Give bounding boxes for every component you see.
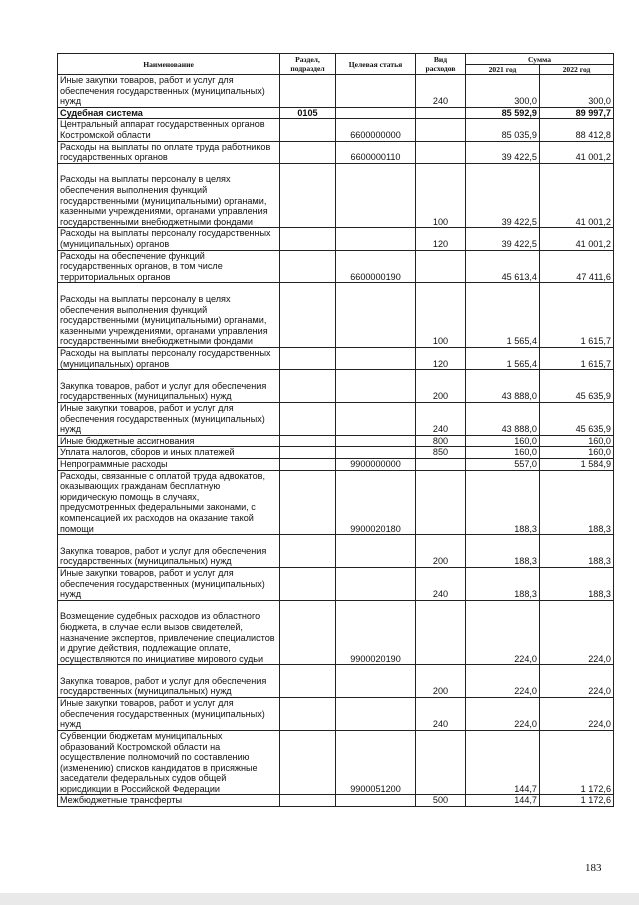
row-kind: 240 <box>416 698 466 731</box>
row-name: Расходы на выплаты персоналу в целях обеспечения выполнения функций государственными (муниципальными) органами, казенными учреждениями, органами управления государственными внебюджетными фондами <box>58 163 280 228</box>
row-name: Закупка товаров, работ и услуг для обеспечения государственных (муниципальных) нужд <box>58 535 280 568</box>
row-target: 9900051200 <box>336 730 416 795</box>
row-kind: 200 <box>416 665 466 698</box>
row-section <box>280 250 336 283</box>
row-target <box>336 75 416 108</box>
row-target <box>336 228 416 250</box>
row-kind: 100 <box>416 283 466 348</box>
row-name: Центральный аппарат государственных органов Костромской области <box>58 119 280 141</box>
row-value-2021: 45 613,4 <box>466 250 540 283</box>
row-section <box>280 600 336 665</box>
row-kind <box>416 458 466 470</box>
row-value-2021: 224,0 <box>466 698 540 731</box>
table-row <box>58 163 614 228</box>
row-value-2021: 39 422,5 <box>466 228 540 250</box>
table-row <box>58 75 614 108</box>
row-kind <box>416 470 466 535</box>
row-section <box>280 75 336 108</box>
row-kind: 800 <box>416 435 466 447</box>
budget-table <box>57 53 614 807</box>
row-section <box>280 228 336 250</box>
row-value-2021: 224,0 <box>466 665 540 698</box>
header-target: Целевая статья <box>336 54 416 75</box>
table-row <box>58 119 614 141</box>
table-row <box>58 730 614 795</box>
row-section <box>280 795 336 807</box>
table-row <box>58 567 614 600</box>
page-number: 183 <box>585 862 602 874</box>
row-kind <box>416 730 466 795</box>
row-target: 9900020190 <box>336 600 416 665</box>
row-value-2022: 224,0 <box>540 665 614 698</box>
row-target <box>336 567 416 600</box>
row-target <box>336 370 416 403</box>
row-value-2022: 224,0 <box>540 600 614 665</box>
row-target: 9900000000 <box>336 458 416 470</box>
row-target: 6600000000 <box>336 119 416 141</box>
row-value-2021: 43 888,0 <box>466 370 540 403</box>
row-value-2022: 188,3 <box>540 567 614 600</box>
row-target <box>336 665 416 698</box>
row-kind <box>416 600 466 665</box>
row-kind: 240 <box>416 402 466 435</box>
row-value-2022: 160,0 <box>540 447 614 459</box>
header-sum: Сумма <box>466 54 614 65</box>
header-section: Раздел, подраздел <box>280 54 336 75</box>
row-target <box>336 107 416 119</box>
row-value-2022: 41 001,2 <box>540 228 614 250</box>
row-value-2021: 144,7 <box>466 730 540 795</box>
table-row <box>58 535 614 568</box>
table-row <box>58 250 614 283</box>
row-section <box>280 402 336 435</box>
row-value-2021: 1 565,4 <box>466 347 540 369</box>
row-name: Иные закупки товаров, работ и услуг для обеспечения государственных (муниципальных) нужд <box>58 698 280 731</box>
table-row <box>58 600 614 665</box>
row-value-2022: 1 172,6 <box>540 795 614 807</box>
row-kind <box>416 250 466 283</box>
table-row <box>58 283 614 348</box>
row-section <box>280 141 336 163</box>
row-section <box>280 730 336 795</box>
table-row <box>58 447 614 459</box>
row-value-2021: 224,0 <box>466 600 540 665</box>
row-value-2021: 144,7 <box>466 795 540 807</box>
row-target <box>336 402 416 435</box>
table-row <box>58 347 614 369</box>
row-value-2021: 300,0 <box>466 75 540 108</box>
table-row <box>58 458 614 470</box>
row-section <box>280 347 336 369</box>
table-row <box>58 795 614 807</box>
row-target <box>336 795 416 807</box>
row-name: Закупка товаров, работ и услуг для обеспечения государственных (муниципальных) нужд <box>58 370 280 403</box>
row-section <box>280 567 336 600</box>
scan-edge <box>0 893 639 905</box>
row-value-2022: 45 635,9 <box>540 370 614 403</box>
row-name: Расходы, связанные с оплатой труда адвокатов, оказывающих гражданам бесплатную юридическую помощь в случаях, предусмотренных федеральными законами, с компенсацией их расходов на оказание такой помощи <box>58 470 280 535</box>
row-name: Иные бюджетные ассигнования <box>58 435 280 447</box>
row-name: Уплата налогов, сборов и иных платежей <box>58 447 280 459</box>
header-year-2021: 2021 год <box>466 65 540 75</box>
table-body <box>58 75 614 807</box>
row-value-2022: 224,0 <box>540 698 614 731</box>
row-value-2021: 557,0 <box>466 458 540 470</box>
row-value-2022: 89 997,7 <box>540 107 614 119</box>
row-name: Межбюджетные трансферты <box>58 795 280 807</box>
row-value-2022: 188,3 <box>540 535 614 568</box>
row-name: Расходы на выплаты по оплате труда работников государственных органов <box>58 141 280 163</box>
row-target <box>336 535 416 568</box>
row-name: Расходы на обеспечение функций государственных органов, в том числе территориальных органов <box>58 250 280 283</box>
row-value-2021: 188,3 <box>466 535 540 568</box>
row-value-2022: 1 584,9 <box>540 458 614 470</box>
row-section <box>280 435 336 447</box>
row-name: Расходы на выплаты персоналу государственных (муниципальных) органов <box>58 228 280 250</box>
row-kind: 120 <box>416 228 466 250</box>
row-name: Иные закупки товаров, работ и услуг для обеспечения государственных (муниципальных) нужд <box>58 402 280 435</box>
table-row <box>58 435 614 447</box>
row-target <box>336 447 416 459</box>
row-section <box>280 665 336 698</box>
row-name: Иные закупки товаров, работ и услуг для обеспечения государственных (муниципальных) нужд <box>58 75 280 108</box>
row-section <box>280 119 336 141</box>
row-value-2022: 41 001,2 <box>540 163 614 228</box>
row-name: Субвенции бюджетам муниципальных образований Костромской области на осуществление полномочий по составлению (изменению) списков кандидатов в присяжные заседатели федеральных судов общей юрисдикции в Российской Федерации <box>58 730 280 795</box>
row-value-2021: 39 422,5 <box>466 163 540 228</box>
row-kind: 850 <box>416 447 466 459</box>
row-value-2021: 160,0 <box>466 447 540 459</box>
row-value-2022: 188,3 <box>540 470 614 535</box>
row-target <box>336 435 416 447</box>
row-name: Иные закупки товаров, работ и услуг для обеспечения государственных (муниципальных) нужд <box>58 567 280 600</box>
table-row <box>58 141 614 163</box>
row-value-2021: 43 888,0 <box>466 402 540 435</box>
row-section <box>280 370 336 403</box>
row-value-2022: 300,0 <box>540 75 614 108</box>
header-kind: Вид расходов <box>416 54 466 75</box>
row-name: Возмещение судебных расходов из областного бюджета, в случае если вызов свидетелей, назначение экспертов, привлечение специалистов и другие действия, подлежащие оплате, осуществляются по инициативе мирового судьи <box>58 600 280 665</box>
row-value-2022: 1 615,7 <box>540 347 614 369</box>
row-kind <box>416 141 466 163</box>
table-header <box>58 54 614 75</box>
row-kind: 240 <box>416 567 466 600</box>
table-row <box>58 402 614 435</box>
row-section <box>280 447 336 459</box>
row-value-2022: 47 411,6 <box>540 250 614 283</box>
row-target <box>336 698 416 731</box>
row-value-2021: 188,3 <box>466 567 540 600</box>
row-kind: 200 <box>416 370 466 403</box>
row-value-2022: 1 172,6 <box>540 730 614 795</box>
row-value-2022: 88 412,8 <box>540 119 614 141</box>
table-row <box>58 370 614 403</box>
row-section: 0105 <box>280 107 336 119</box>
row-kind: 240 <box>416 75 466 108</box>
row-value-2021: 1 565,4 <box>466 283 540 348</box>
row-value-2022: 160,0 <box>540 435 614 447</box>
row-kind: 500 <box>416 795 466 807</box>
row-kind: 120 <box>416 347 466 369</box>
row-section <box>280 283 336 348</box>
row-section <box>280 163 336 228</box>
table-row <box>58 228 614 250</box>
row-name: Закупка товаров, работ и услуг для обеспечения государственных (муниципальных) нужд <box>58 665 280 698</box>
row-kind: 100 <box>416 163 466 228</box>
row-value-2021: 85 592,9 <box>466 107 540 119</box>
row-name: Судебная система <box>58 107 280 119</box>
row-kind: 200 <box>416 535 466 568</box>
table-row <box>58 107 614 119</box>
row-target: 9900020180 <box>336 470 416 535</box>
row-value-2022: 45 635,9 <box>540 402 614 435</box>
row-kind <box>416 107 466 119</box>
row-target <box>336 347 416 369</box>
table-row <box>58 665 614 698</box>
row-section <box>280 535 336 568</box>
row-value-2021: 39 422,5 <box>466 141 540 163</box>
row-section <box>280 470 336 535</box>
row-target: 6600000190 <box>336 250 416 283</box>
row-section <box>280 458 336 470</box>
row-value-2022: 41 001,2 <box>540 141 614 163</box>
row-target <box>336 283 416 348</box>
row-value-2021: 160,0 <box>466 435 540 447</box>
row-kind <box>416 119 466 141</box>
header-name: Наименование <box>58 54 280 75</box>
row-value-2021: 188,3 <box>466 470 540 535</box>
row-section <box>280 698 336 731</box>
table-row <box>58 698 614 731</box>
table-row <box>58 470 614 535</box>
row-target: 6600000110 <box>336 141 416 163</box>
row-name: Непрограммные расходы <box>58 458 280 470</box>
row-value-2021: 85 035,9 <box>466 119 540 141</box>
row-name: Расходы на выплаты персоналу государственных (муниципальных) органов <box>58 347 280 369</box>
row-name: Расходы на выплаты персоналу в целях обеспечения выполнения функций государственными (муниципальными) органами, казенными учреждениями, органами управления государственными внебюджетными фондами <box>58 283 280 348</box>
header-year-2022: 2022 год <box>540 65 614 75</box>
row-value-2022: 1 615,7 <box>540 283 614 348</box>
row-target <box>336 163 416 228</box>
